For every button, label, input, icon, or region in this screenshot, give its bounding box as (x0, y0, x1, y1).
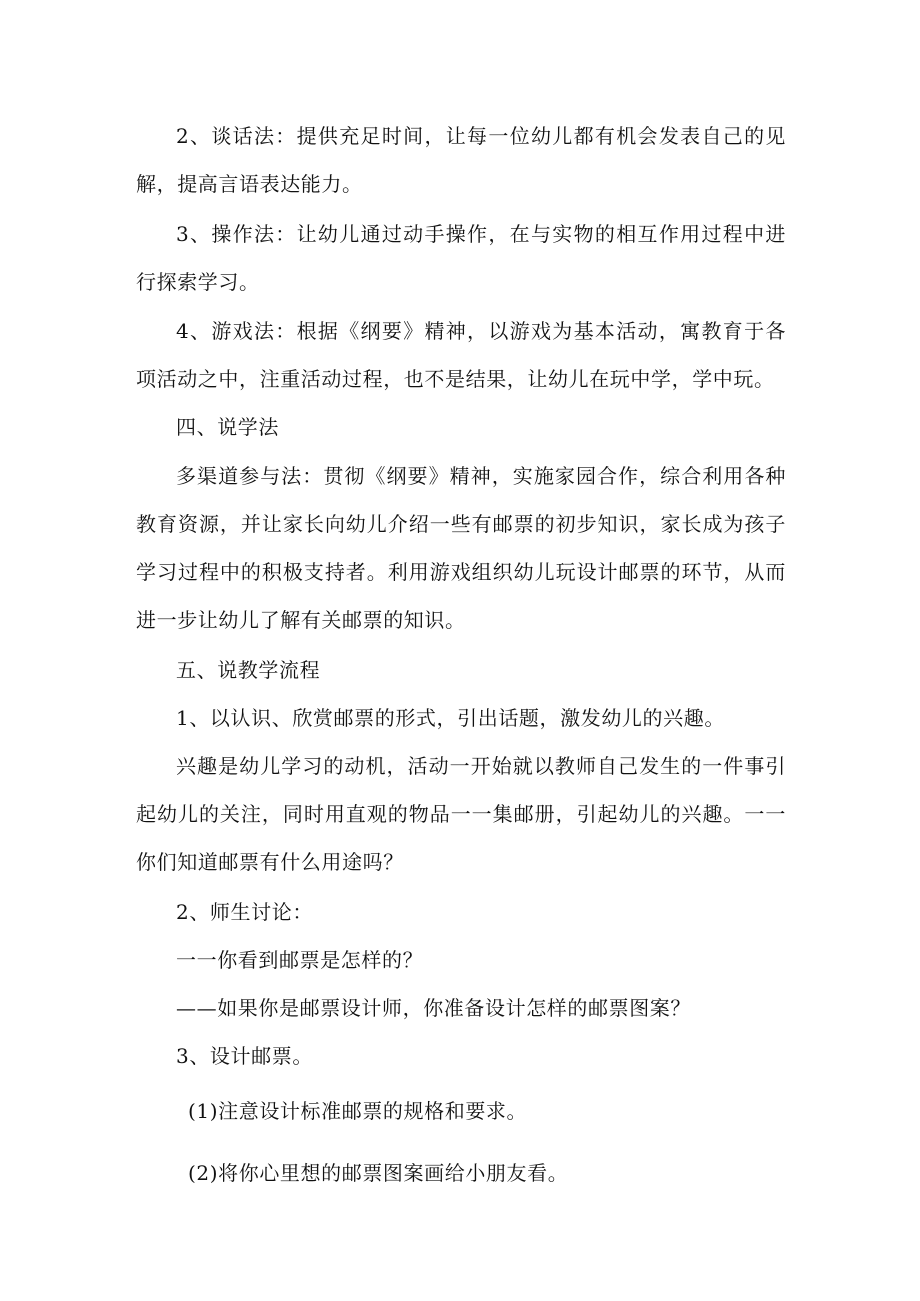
paragraph-operation-method: 3、操作法：让幼儿通过动手操作，在与实物的相互作用过程中进行探索学习。 (136, 222, 786, 294)
heading-learning-method: 四、说学法 (176, 415, 279, 439)
design-item-1: (1)注意设计标准邮票的规格和要求。 (188, 1099, 528, 1123)
discussion-question-2: ——如果你是邮票设计师，你准备设计怎样的邮票图案？ (176, 996, 691, 1020)
step-2-title: 2、师生讨论： (176, 900, 313, 924)
step-3-title: 3、设计邮票。 (176, 1044, 313, 1068)
paragraph-interest: 兴趣是幼儿学习的动机，活动一开始就以教师自己发生的一件事引起幼儿的关注，同时用直观的物品一一集邮册，引起幼儿的兴趣。一一你们知道邮票有什么用途吗？ (136, 754, 786, 874)
paragraph-multichannel-method: 多渠道参与法：贯彻《纲要》精神，实施家园合作，综合利用各种教育资源，并让家长向幼儿介绍一些有邮票的初步知识，家长成为孩子学习过程中的积极支持者。利用游戏组织幼儿玩设计邮票的环节，从而进一步让幼儿了解有关邮票的知识。 (136, 464, 786, 632)
paragraph-talk-method: 2、谈话法：提供充足时间，让每一位幼儿都有机会发表自己的见解，提高言语表达能力。 (136, 124, 786, 196)
paragraph-game-method: 4、游戏法：根据《纲要》精神，以游戏为基本活动，寓教育于各项活动之中，注重活动过程，也不是结果，让幼儿在玩中学，学中玩。 (136, 319, 786, 391)
discussion-question-1: 一一你看到邮票是怎样的？ (176, 948, 424, 972)
design-item-2: (2)将你心里想的邮票图案画给小朋友看。 (188, 1161, 569, 1185)
heading-teaching-process: 五、说教学流程 (176, 658, 321, 682)
step-1-title: 1、以认识、欣赏邮票的形式，引出话题，激发幼儿的兴趣。 (176, 706, 725, 730)
